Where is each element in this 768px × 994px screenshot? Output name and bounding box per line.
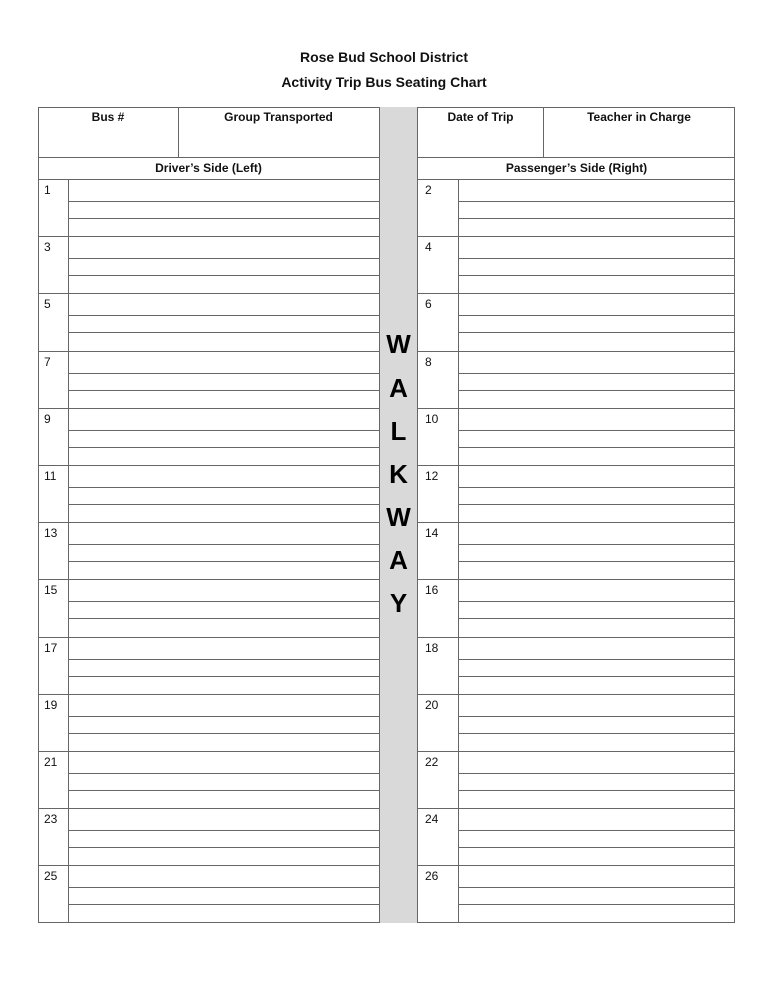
name-line[interactable] <box>458 275 735 276</box>
date-of-trip-field[interactable]: Date of Trip <box>447 110 514 124</box>
name-line[interactable] <box>68 201 379 202</box>
name-line[interactable] <box>458 430 735 431</box>
divider <box>418 522 735 523</box>
name-line[interactable] <box>68 830 379 831</box>
seat-number: 17 <box>44 640 58 655</box>
divider <box>418 637 735 638</box>
name-line[interactable] <box>458 659 735 660</box>
name-line[interactable] <box>68 544 379 545</box>
seat-number: 6 <box>425 297 432 312</box>
name-line[interactable] <box>68 332 379 333</box>
name-line[interactable] <box>458 601 735 602</box>
divider <box>38 637 379 638</box>
name-line[interactable] <box>458 676 735 677</box>
name-line[interactable] <box>68 258 379 259</box>
divider <box>38 865 379 866</box>
name-line[interactable] <box>458 332 735 333</box>
seat-number: 26 <box>425 869 439 884</box>
name-line[interactable] <box>458 544 735 545</box>
walkway-column <box>379 107 418 923</box>
divider <box>38 408 379 409</box>
seat-number: 21 <box>44 755 58 769</box>
name-line[interactable] <box>458 561 735 562</box>
divider <box>418 351 735 352</box>
name-line[interactable] <box>458 447 735 448</box>
seat-number: 5 <box>44 297 51 312</box>
seat-number: 14 <box>425 526 439 541</box>
divider <box>418 236 735 237</box>
district-name: Rose Bud School District <box>299 49 469 65</box>
chart-title: Activity Trip Bus Seating Chart <box>281 74 487 90</box>
name-line[interactable] <box>68 847 379 848</box>
name-line[interactable] <box>68 487 379 488</box>
name-line[interactable] <box>458 790 735 791</box>
divider <box>38 808 379 809</box>
divider <box>38 579 379 580</box>
divider <box>418 293 735 294</box>
seat-number: 23 <box>44 812 58 827</box>
divider <box>418 579 735 580</box>
divider <box>68 179 69 923</box>
divider <box>38 351 379 352</box>
seat-number: 7 <box>44 354 51 369</box>
seat-number: 25 <box>44 869 58 884</box>
divider <box>418 808 735 809</box>
name-line[interactable] <box>458 218 735 219</box>
divider <box>418 408 735 409</box>
divider <box>38 293 379 294</box>
drivers-side-label: Driver’s Side (Left) <box>155 161 262 175</box>
seat-number: 22 <box>425 755 439 769</box>
seat-number: 18 <box>425 640 439 655</box>
name-line[interactable] <box>458 504 735 505</box>
divider <box>458 179 459 923</box>
name-line[interactable] <box>68 659 379 660</box>
walkway-letter: W <box>386 329 411 359</box>
divider <box>38 522 379 523</box>
divider <box>38 465 379 466</box>
seat-number: 11 <box>44 469 57 483</box>
name-line[interactable] <box>68 504 379 505</box>
name-line[interactable] <box>68 430 379 431</box>
name-line[interactable] <box>458 373 735 374</box>
seat-number: 19 <box>44 697 58 712</box>
divider <box>418 465 735 466</box>
name-line[interactable] <box>458 487 735 488</box>
name-line[interactable] <box>68 887 379 888</box>
walkway-letter: L <box>390 416 407 446</box>
seat-number: 15 <box>44 583 58 598</box>
seat-number: 2 <box>425 183 432 197</box>
name-line[interactable] <box>458 887 735 888</box>
seat-number: 3 <box>44 240 51 255</box>
name-line[interactable] <box>68 716 379 717</box>
passengers-side-label: Passenger’s Side (Right) <box>505 161 648 175</box>
name-line[interactable] <box>458 390 735 391</box>
name-line[interactable] <box>458 773 735 774</box>
name-line[interactable] <box>68 315 379 316</box>
divider <box>418 694 735 695</box>
name-line[interactable] <box>458 315 735 316</box>
walkway-letter: A <box>389 373 408 403</box>
name-line[interactable] <box>458 904 735 905</box>
seat-number: 13 <box>44 526 58 541</box>
walkway-letter: A <box>389 545 408 575</box>
seat-number: 1 <box>44 183 51 197</box>
seat-number: 4 <box>425 240 432 255</box>
name-line[interactable] <box>68 773 379 774</box>
name-line[interactable] <box>68 904 379 905</box>
divider <box>38 694 379 695</box>
walkway-letter: W <box>386 502 411 532</box>
name-line[interactable] <box>68 447 379 448</box>
name-line[interactable] <box>458 716 735 717</box>
group-transported-field[interactable]: Group Transported <box>224 110 333 124</box>
seat-number: 24 <box>425 812 439 827</box>
name-line[interactable] <box>458 733 735 734</box>
name-line[interactable] <box>68 733 379 734</box>
name-line[interactable] <box>458 618 735 619</box>
name-line[interactable] <box>68 561 379 562</box>
divider <box>38 236 379 237</box>
divider <box>418 751 735 752</box>
name-line[interactable] <box>68 601 379 602</box>
name-line[interactable] <box>68 373 379 374</box>
name-line[interactable] <box>68 676 379 677</box>
seat-number: 9 <box>44 411 51 426</box>
name-line[interactable] <box>68 790 379 791</box>
seat-number: 8 <box>425 354 432 369</box>
name-line[interactable] <box>458 847 735 848</box>
divider <box>418 865 735 866</box>
seat-number: 12 <box>425 469 439 483</box>
teacher-in-charge-field[interactable]: Teacher in Charge <box>587 110 691 124</box>
walkway-letter: Y <box>389 588 408 618</box>
name-line[interactable] <box>458 258 735 259</box>
name-line[interactable] <box>68 275 379 276</box>
seat-number: 16 <box>425 583 439 598</box>
seat-number: 10 <box>425 411 439 426</box>
bus-number-field[interactable]: Bus # <box>91 110 125 124</box>
name-line[interactable] <box>68 390 379 391</box>
walkway-letter: K <box>389 459 408 489</box>
seat-number: 20 <box>425 697 439 712</box>
divider <box>38 751 379 752</box>
name-line[interactable] <box>68 218 379 219</box>
name-line[interactable] <box>458 201 735 202</box>
name-line[interactable] <box>68 618 379 619</box>
name-line[interactable] <box>458 830 735 831</box>
